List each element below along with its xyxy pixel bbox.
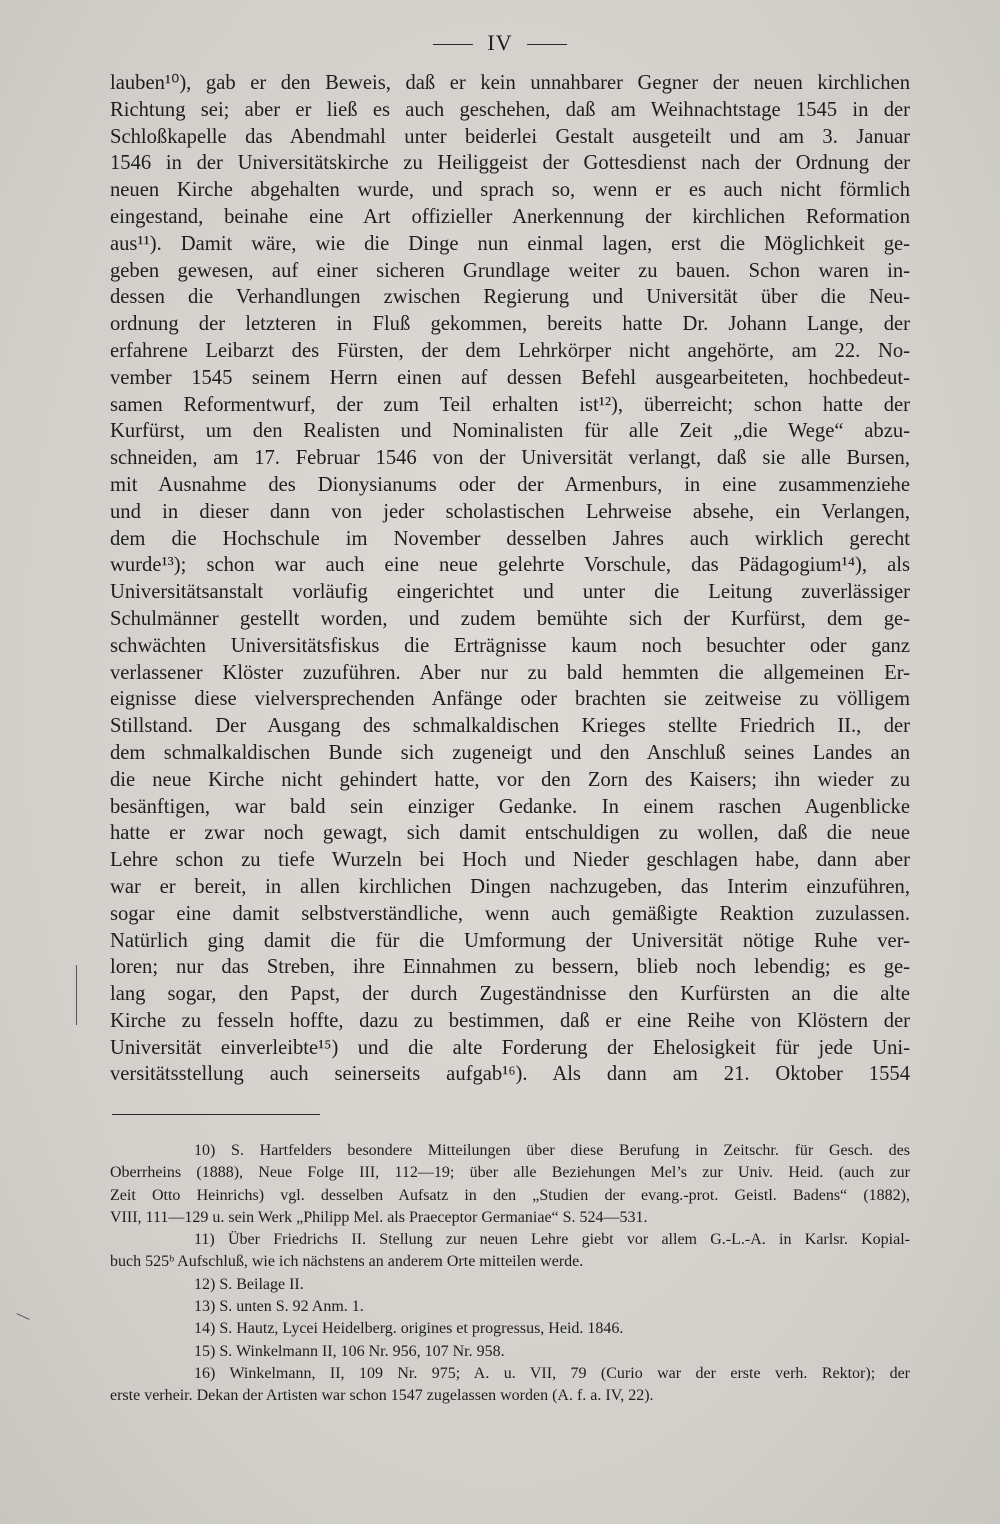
body-line: Lehre schon zu tiefe Wurzeln bei Hoch und Nieder geschlagen habe, dann aber — [110, 849, 910, 872]
page-number: IV — [487, 30, 513, 55]
body-line: lauben¹⁰), gab er den Beweis, daß er kein unnahbarer Gegner der neuen kirchlichen — [110, 72, 910, 94]
page-header — [0, 30, 1000, 56]
body-line: Stillstand. Der Ausgang des schmalkaldischen Krieges stellte Friedrich II., der — [110, 715, 910, 738]
body-line: dem schmalkaldischen Bunde sich zugeneigt und den Anschluß seines Landes an — [110, 741, 910, 764]
body-line: versitätsstellung auch seinerseits aufgab¹⁶). Als dann am 21. Oktober 1554 — [110, 1063, 910, 1086]
body-line: geben gewesen, auf einer sicheren Grundlage weiter zu bauen. Schon waren in- — [110, 259, 910, 282]
body-line: Richtung sei; aber er ließ es auch geschehen, daß am Weihnachtstage 1545 in der — [110, 98, 910, 121]
footnote-line: 12) S. Beilage II. — [194, 1275, 304, 1293]
body-line: lang sogar, den Papst, der durch Zugeständnisse den Kurfürsten an die alte — [110, 983, 910, 1006]
footnote-line: 10) S. Hartfelders besondere Mitteilungen über diese Berufung in Zeitschr. für Gesch. des — [194, 1142, 910, 1159]
body-line: eignisse diese vielversprechenden Anfänge oder brachten sie zeitweise zu völligem — [110, 688, 910, 711]
footnote-line: buch 525ᵇ Aufschluß, wie ich nächstens an anderem Orte mitteilen werde. — [110, 1253, 584, 1271]
body-line: besänftigen, war bald sein einziger Gedanke. In einem raschen Augenblicke — [110, 795, 910, 818]
header-rule-right — [527, 44, 567, 45]
footnote-line: Zeit Otto Heinrichs) vgl. desselben Aufsatz in den „Studien der evang.-prot. Geistl. Badens“ (1882), — [110, 1186, 910, 1204]
body-text — [110, 70, 910, 1088]
footnote-line: VIII, 111—129 u. sein Werk „Philipp Mel. als Praeceptor Germaniae“ S. 524—531. — [110, 1208, 648, 1226]
body-line: Kirche zu fesseln hoffte, dazu zu bestimmen, daß er eine Reihe von Klöstern der — [110, 1009, 910, 1032]
body-line: samen Reformentwurf, der zum Teil erhalten ist¹²), überreicht; schon hatte der — [110, 393, 910, 416]
body-line: verlassener Klöster zuzuführen. Aber nur zu bald hemmten die allgemeinen Er- — [110, 661, 910, 684]
body-line: Schulmänner gestellt worden, und zudem bemühte sich der Kurfürst, dem ge- — [110, 607, 910, 630]
header-rule-left — [433, 44, 473, 45]
body-line: hatte er zwar noch gewagt, sich damit entschuldigen zu wollen, daß die neue — [110, 822, 910, 845]
footnote-line: 16) Winkelmann, II, 109 Nr. 975; A. u. VII, 79 (Curio war der erste verh. Rektor); der — [194, 1364, 910, 1382]
footnote-line: 15) S. Winkelmann II, 106 Nr. 956, 107 Nr. 958. — [194, 1342, 505, 1360]
body-line: neuen Kirche abgehalten wurde, und sprach so, wenn er es auch nicht förmlich — [110, 179, 910, 202]
body-line: dessen die Verhandlungen zwischen Regierung und Universität über die Neu- — [110, 286, 910, 309]
body-line: eingestand, beinahe eine Art offizieller Anerkennung der kirchlichen Reformation — [110, 205, 910, 228]
margin-pencil-mark — [76, 965, 77, 1025]
footnote-line: 14) S. Hautz, Lycei Heidelberg. origines et progressus, Heid. 1846. — [194, 1320, 624, 1338]
body-line: Kurfürst, um den Realisten und Nominalisten für alle Zeit „die Wege“ abzu- — [110, 420, 910, 443]
footnote-separator — [112, 1114, 320, 1115]
footnote-line: Oberrheins (1888), Neue Folge III, 112—19; über alle Beziehungen Mel’s zur Univ. Heid. (auch zur — [110, 1164, 910, 1182]
footnote-line: erste verheir. Dekan der Artisten war schon 1547 zugelassen worden (A. f. a. IV, 22). — [110, 1387, 654, 1405]
body-line: Universitätsanstalt vorläufig eingerichtet und unter die Leitung zuverlässiger — [110, 581, 910, 604]
body-line: Natürlich ging damit die für die Umformung der Universität nötige Ruhe ver- — [110, 929, 910, 952]
corner-pencil-mark — [16, 1313, 29, 1320]
footnotes — [110, 1140, 910, 1408]
footnote-line: 13) S. unten S. 92 Anm. 1. — [194, 1298, 364, 1316]
body-line: Schloßkapelle das Abendmahl unter beiderlei Gestalt ausgeteilt und am 3. Januar — [110, 125, 910, 148]
body-line: die neue Kirche nicht gehindert hatte, vor den Zorn des Kaisers; ihn wieder zu — [110, 768, 910, 791]
body-line: erfahrene Leibarzt des Fürsten, der dem Lehrkörper nicht angehörte, am 22. No- — [110, 339, 910, 362]
body-line: schneiden, am 17. Februar 1546 von der Universität verlangt, daß sie alle Bursen, — [110, 447, 910, 470]
body-line: dem die Hochschule im November desselben Jahres auch wirklich gerecht — [110, 527, 910, 550]
body-line: schwächten Universitätsfiskus die Erträgnisse kaum noch besuchter oder ganz — [110, 634, 910, 657]
body-line: wurde¹³); schon war auch eine neue gelehrte Vorschule, das Pädagogium¹⁴), als — [110, 554, 910, 577]
body-line: loren; nur das Streben, ihre Einnahmen zu bessern, blieb noch lebendig; es ge- — [110, 956, 910, 979]
body-line: vember 1545 seinem Herrn einen auf dessen Befehl ausgearbeiteten, hochbedeut- — [110, 366, 910, 389]
body-line: aus¹¹). Damit wäre, wie die Dinge nun einmal lagen, erst die Möglichkeit ge- — [110, 232, 910, 255]
body-line: und in dieser dann von jeder scholastischen Lehrweise absehe, ein Verlangen, — [110, 500, 910, 523]
footnote-line: 11) Über Friedrichs II. Stellung zur neuen Lehre giebt vor allem G.-L.-A. in Karlsr. Kopial- — [194, 1231, 910, 1249]
body-line: ordnung der letzteren in Fluß gekommen, bereits hatte Dr. Johann Lange, der — [110, 313, 910, 336]
body-line: sogar eine damit selbstverständliche, wenn auch gemäßigte Reaktion zuzulassen. — [110, 902, 910, 925]
body-line: 1546 in der Universitätskirche zu Heiliggeist der Gottesdienst nach der Ordnung der — [110, 152, 910, 175]
body-line: war er bereit, in allen kirchlichen Dingen nachzugeben, das Interim einzuführen, — [110, 875, 910, 898]
body-line: mit Ausnahme des Dionysianums oder der Armenburs, in eine zusammenziehe — [110, 473, 910, 496]
body-line: Universität einverleibte¹⁵) und die alte Forderung der Ehelosigkeit für jede Uni- — [110, 1036, 910, 1059]
